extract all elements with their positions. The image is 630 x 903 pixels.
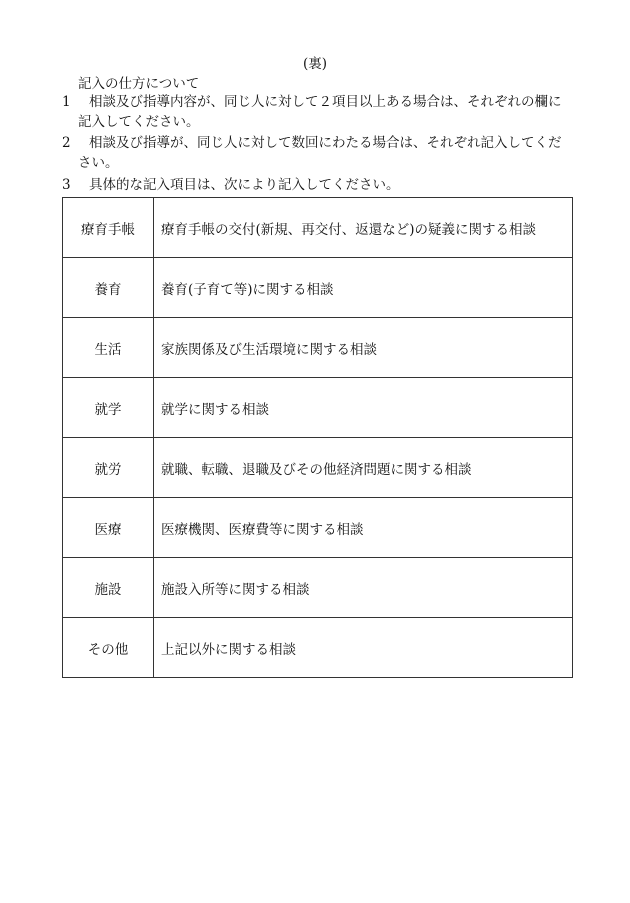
category-cell: 養育	[63, 258, 154, 318]
table-row	[63, 378, 573, 438]
category-cell: 施設	[63, 558, 154, 618]
note-1	[62, 92, 574, 132]
note-text: 相談及び指導内容が、同じ人に対して２項目以上ある場合は、それぞれの欄に	[89, 94, 562, 110]
note-number: 1	[62, 94, 71, 110]
category-cell: 就労	[63, 438, 154, 498]
description-cell: 上記以外に関する相談	[154, 618, 573, 678]
note-text: 具体的な記入項目は、次により記入してください。	[89, 177, 400, 193]
page-header: (裏)	[302, 56, 328, 72]
category-cell: その他	[63, 618, 154, 678]
table-row	[63, 318, 573, 378]
category-cell: 医療	[63, 498, 154, 558]
category-cell: 就学	[63, 378, 154, 438]
description-cell: 就学に関する相談	[154, 378, 573, 438]
description-cell: 医療機関、医療費等に関する相談	[154, 498, 573, 558]
instructions-heading: 記入の仕方について	[78, 76, 200, 92]
note-2	[62, 133, 574, 173]
note-3	[62, 175, 574, 195]
note-text: 相談及び指導が、同じ人に対して数回にわたる場合は、それぞれ記入してくだ	[89, 135, 562, 151]
note-text-continued: さい。	[78, 155, 119, 171]
description-cell: 療育手帳の交付(新規、再交付、返還など)の疑義に関する相談	[154, 198, 573, 258]
table-row	[63, 618, 573, 678]
table-row	[63, 198, 573, 258]
table-row	[63, 558, 573, 618]
consultation-category-table	[62, 197, 573, 678]
description-cell: 施設入所等に関する相談	[154, 558, 573, 618]
description-cell: 就職、転職、退職及びその他経済問題に関する相談	[154, 438, 573, 498]
table-row	[63, 438, 573, 498]
note-text-continued: 記入してください。	[78, 114, 200, 130]
category-cell: 療育手帳	[63, 198, 154, 258]
description-cell: 家族関係及び生活環境に関する相談	[154, 318, 573, 378]
category-cell: 生活	[63, 318, 154, 378]
table-row	[63, 258, 573, 318]
description-cell: 養育(子育て等)に関する相談	[154, 258, 573, 318]
note-number: 2	[62, 135, 71, 151]
table-row	[63, 498, 573, 558]
note-number: 3	[62, 177, 71, 193]
